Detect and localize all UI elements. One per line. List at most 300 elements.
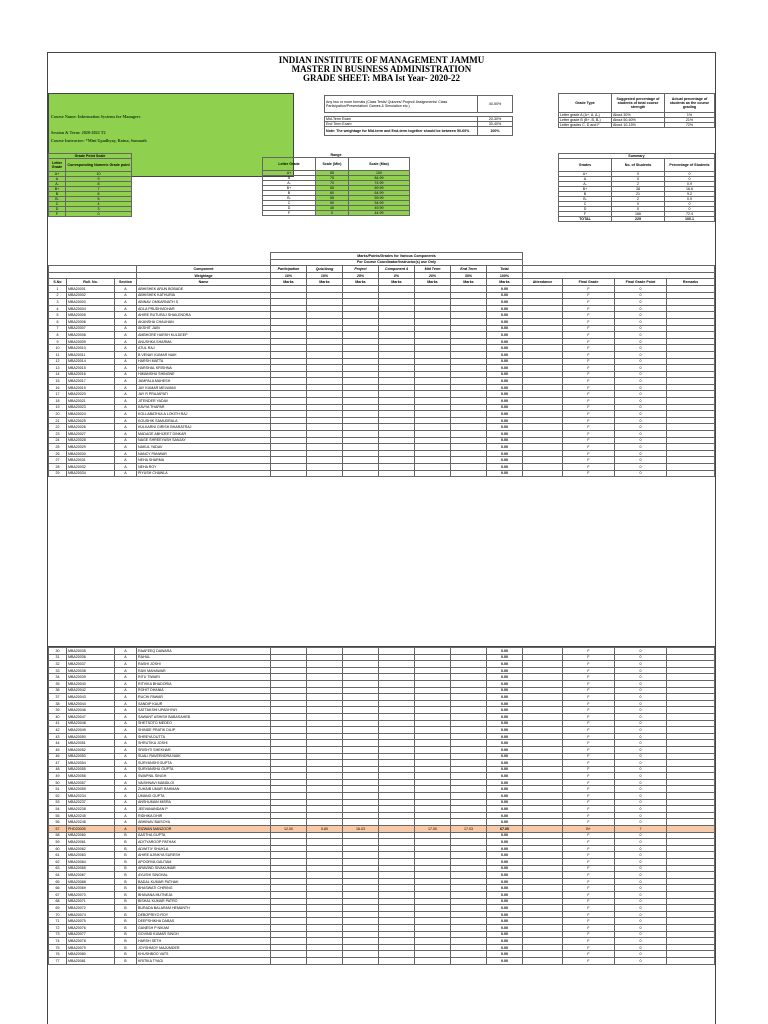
sno-cell: 3 (49, 299, 67, 306)
marks-cell (379, 292, 415, 299)
final-grade-cell: F (563, 351, 615, 358)
marks-cell (271, 444, 307, 451)
marks-cell (343, 292, 379, 299)
name-cell: JAY KUMAR MELWANI (137, 384, 271, 391)
remarks-cell (667, 806, 715, 813)
marks-cell (307, 371, 343, 378)
summary-pct-cell: 0 (665, 177, 715, 182)
marks-cell (307, 700, 343, 707)
marks-cell (307, 812, 343, 819)
grade-point-cell: 0 (615, 938, 667, 945)
weightage-end-pct: 30-40% (478, 122, 513, 127)
attendance-cell (523, 318, 563, 325)
marks-cell (415, 865, 451, 872)
component-name: Total (487, 266, 523, 273)
remarks-cell (667, 398, 715, 405)
marks-cell (343, 345, 379, 352)
name-cell: GANESH P NIKAM (137, 924, 271, 931)
marks-cell (451, 938, 487, 945)
marks-cell (379, 839, 415, 846)
name-cell: ANSHUMAN MISRA (137, 799, 271, 806)
total-cell: 0.00 (487, 819, 523, 826)
marks-cell (343, 859, 379, 866)
marks-cell (451, 799, 487, 806)
marks-cell (307, 786, 343, 793)
marks-cell (451, 727, 487, 734)
marks-cell (271, 872, 307, 879)
attendance-cell (523, 648, 563, 655)
table-row (49, 878, 715, 885)
marks-cell (451, 806, 487, 813)
marks-cell (415, 720, 451, 727)
marks-cell (451, 299, 487, 306)
final-grade-cell: F (563, 713, 615, 720)
name-cell: AKSHIT JAIN (137, 325, 271, 332)
roll-cell: MBA20075 (67, 918, 115, 925)
total-cell: 0.00 (487, 760, 523, 767)
marks-cell (271, 885, 307, 892)
section-cell: A (115, 760, 137, 767)
marks-cell (271, 292, 307, 299)
sno-cell: 56 (49, 819, 67, 826)
grade-point-cell: 0 (615, 411, 667, 418)
summary-pct-cell: 72.4 (665, 212, 715, 217)
marks-cell: 17.03 (451, 826, 487, 833)
remarks-cell (667, 707, 715, 714)
total-cell: 0.00 (487, 365, 523, 372)
grade-point-cell: 0 (615, 812, 667, 819)
program-title: MASTER IN BUSINESS ADMINISTRATION (291, 64, 472, 74)
grade-point-cell: 0 (615, 707, 667, 714)
total-cell: 0.00 (487, 852, 523, 859)
summary-grade-cell: A (559, 177, 612, 182)
component-name: Project (343, 266, 379, 273)
grade-point-cell: 0 (615, 457, 667, 464)
marks-cell (343, 819, 379, 826)
marks-cell (343, 918, 379, 925)
marks-cell (271, 852, 307, 859)
grade-point-cell: 0 (615, 464, 667, 471)
marks-cell (451, 285, 487, 292)
remarks-cell (667, 931, 715, 938)
table-row (49, 865, 715, 872)
name-cell: JAY R PRAJAPATI (137, 391, 271, 398)
section-cell: A (115, 727, 137, 734)
marks-cell (451, 680, 487, 687)
roll-cell: MBA20044 (67, 700, 115, 707)
attendance-cell (523, 806, 563, 813)
sno-cell: 15 (49, 378, 67, 385)
marks-cell (343, 944, 379, 951)
marks-cell (379, 431, 415, 438)
marks-cell (343, 845, 379, 852)
section-cell: A (115, 332, 137, 339)
marks-cell (379, 878, 415, 885)
marks-cell (271, 944, 307, 951)
marks-cell (271, 760, 307, 767)
remarks-cell (667, 338, 715, 345)
table-row (49, 859, 715, 866)
sno-cell: 38 (49, 700, 67, 707)
remarks-cell (667, 667, 715, 674)
sno-cell: 59 (49, 839, 67, 846)
marks-cell (379, 470, 415, 477)
marks-cell (415, 464, 451, 471)
roll-cell: MBA20054 (67, 760, 115, 767)
sno-cell: 6 (49, 318, 67, 325)
marks-cell (451, 878, 487, 885)
table-row (49, 839, 715, 846)
marks-cell (307, 859, 343, 866)
attendance-cell (523, 852, 563, 859)
component-label: Component (137, 266, 271, 273)
attendance-cell (523, 832, 563, 839)
component-weight: 10% (307, 272, 343, 279)
total-cell: 0.00 (487, 384, 523, 391)
roll-cell: MBA20002 (67, 292, 115, 299)
marks-cell (271, 305, 307, 312)
range-letter-cell: A- (263, 181, 316, 186)
marks-cell (379, 786, 415, 793)
sno-cell: 39 (49, 707, 67, 714)
grade-point-scale-title: Grade Point Scale (49, 154, 132, 159)
remarks-cell (667, 891, 715, 898)
sno-cell: 67 (49, 891, 67, 898)
table-row (559, 217, 715, 222)
section-cell: A (115, 325, 137, 332)
grade-point-cell: 0 (615, 819, 667, 826)
section-cell: A (115, 713, 137, 720)
name-cell: RIZWAN MANZOOR (137, 826, 271, 833)
attendance-cell (523, 325, 563, 332)
marks-cell (379, 806, 415, 813)
table-header-row (49, 279, 715, 286)
marks-cell (379, 944, 415, 951)
attendance-cell (523, 707, 563, 714)
grade-point-cell: 6 (66, 192, 132, 197)
attendance-cell (523, 733, 563, 740)
grade-point-cell: 0 (615, 312, 667, 319)
sno-cell: 70 (49, 911, 67, 918)
grade-point-cell: 0 (615, 654, 667, 661)
roll-cell: MBA20026 (67, 424, 115, 431)
table-row (49, 924, 715, 931)
name-cell: ADWITIY SHUKLA (137, 845, 271, 852)
marks-cell (451, 944, 487, 951)
marks-cell (415, 318, 451, 325)
remarks-cell (667, 905, 715, 912)
marks-cell (343, 694, 379, 701)
final-grade-cell: F (563, 332, 615, 339)
range-max-cell: 59.99 (349, 196, 410, 201)
table-row (49, 345, 715, 352)
marks-cell (415, 654, 451, 661)
name-cell: SHRUTIKA JOSHI (137, 740, 271, 747)
name-cell: NEHA SHARMA (137, 457, 271, 464)
range-letter-cell: D (263, 206, 316, 211)
marks-cell (379, 859, 415, 866)
marks-cell (451, 859, 487, 866)
table-row (49, 872, 715, 879)
range-min-cell: 60 (316, 191, 349, 196)
range-letter-cell: F (263, 211, 316, 216)
summary-pct-cell: 9.2 (665, 192, 715, 197)
final-grade-cell: F (563, 786, 615, 793)
remarks-cell (667, 305, 715, 312)
attendance-cell (523, 826, 563, 833)
sno-cell: 43 (49, 733, 67, 740)
marks-cell (307, 398, 343, 405)
marks-cell (343, 661, 379, 668)
marks-cell (415, 292, 451, 299)
marks-cell (343, 687, 379, 694)
marks-cell (307, 292, 343, 299)
total-cell: 0.00 (487, 358, 523, 365)
grade-point-cell: 0 (615, 799, 667, 806)
final-grade-cell: F (563, 661, 615, 668)
table-row (49, 845, 715, 852)
summary-pct-cell: 0 (665, 202, 715, 207)
marks-cell (451, 707, 487, 714)
attendance-cell (523, 924, 563, 931)
sno-cell: 52 (49, 793, 67, 800)
component-weight: 10% (271, 272, 307, 279)
roll-cell: MBA20034 (67, 470, 115, 477)
table-row (49, 661, 715, 668)
attendance-cell (523, 450, 563, 457)
sno-cell: 7 (49, 325, 67, 332)
marks-cell (343, 391, 379, 398)
course-instructor: Course Instructor: *Mini Upadhyay, Ratna, Somnath (51, 138, 147, 143)
letter-grade-cell: D (49, 207, 66, 212)
name-cell: DEBOPRIYO ROY (137, 911, 271, 918)
weightage-mid-pct: 20-30% (478, 117, 513, 122)
section-cell: A (115, 398, 137, 405)
summary-count-cell: 0 (612, 177, 665, 182)
marks-cell (343, 365, 379, 372)
grade-point-cell: 0 (615, 470, 667, 477)
weightage-total-pct: 100% (478, 127, 513, 136)
total-cell: 0.00 (487, 299, 523, 306)
table-row (49, 654, 715, 661)
name-cell: HARSH SETH (137, 938, 271, 945)
total-cell: 0.00 (487, 872, 523, 879)
remarks-cell (667, 680, 715, 687)
marks-cell (415, 938, 451, 945)
name-cell: ZUHAIB UMAR RAHMAN (137, 786, 271, 793)
roll-cell: MBA20036 (67, 654, 115, 661)
marks-cell (451, 391, 487, 398)
marks-cell (415, 674, 451, 681)
grade-point-cell: 0 (615, 404, 667, 411)
grade-point-cell: 0 (615, 358, 667, 365)
table-row (49, 325, 715, 332)
roll-cell: MBA20060 (67, 832, 115, 839)
marks-cell (415, 753, 451, 760)
marks-cell (307, 457, 343, 464)
final-grade-cell: F (563, 806, 615, 813)
marks-cell (451, 760, 487, 767)
marks-cell (307, 845, 343, 852)
marks-cell (271, 779, 307, 786)
marks-cell (415, 832, 451, 839)
sno-cell: 25 (49, 444, 67, 451)
remarks-cell (667, 345, 715, 352)
roll-cell: MBA20006 (67, 318, 115, 325)
roll-cell: MBA20047 (67, 713, 115, 720)
marks-cell (307, 852, 343, 859)
name-cell: HARSH MATTA (137, 358, 271, 365)
marks-cell (415, 411, 451, 418)
remarks-cell (667, 404, 715, 411)
marks-cell (307, 680, 343, 687)
marks-cell (451, 417, 487, 424)
grade-point-cell: 0 (615, 905, 667, 912)
marks-cell (307, 285, 343, 292)
attendance-cell (523, 338, 563, 345)
name-cell: SURYANSHI GUPTA (137, 760, 271, 767)
grade-point-cell: 0 (615, 746, 667, 753)
marks-cell (451, 674, 487, 681)
marks-cell (343, 727, 379, 734)
table-row (49, 733, 715, 740)
attendance-cell (523, 786, 563, 793)
sno-cell: 34 (49, 674, 67, 681)
attendance-cell (523, 457, 563, 464)
name-cell: SWAPNIL SINGH (137, 773, 271, 780)
marks-cell (415, 661, 451, 668)
range-max-cell: 54.99 (349, 201, 410, 206)
grade-type-header: Grade Type (559, 94, 612, 113)
marks-cell (307, 351, 343, 358)
roll-cell: MBA20078 (67, 938, 115, 945)
table-row (49, 694, 715, 701)
marks-cell (307, 318, 343, 325)
final-grade-cell: F (563, 938, 615, 945)
grade-point-cell: 0 (66, 212, 132, 217)
marks-cell (307, 924, 343, 931)
marks-cell: 16.03 (343, 826, 379, 833)
table-row (49, 332, 715, 339)
actual-cell: 72% (665, 123, 715, 128)
attendance-cell (523, 766, 563, 773)
summary-pct-cell: 16.6 (665, 187, 715, 192)
marks-table-top (48, 252, 715, 477)
section-cell: B (115, 832, 137, 839)
marks-cell (379, 746, 415, 753)
marks-cell (415, 878, 451, 885)
name-cell: ABHINAV BAISOYA (137, 819, 271, 826)
name-cell: AMBHORE HARSH KULDEEP (137, 332, 271, 339)
marks-cell (307, 654, 343, 661)
grade-point-cell: 0 (615, 674, 667, 681)
marks-cell (307, 358, 343, 365)
total-cell: 0.00 (487, 746, 523, 753)
marks-cell (379, 338, 415, 345)
marks-cell (307, 779, 343, 786)
summary-pct-cell: 0 (665, 172, 715, 177)
name-cell: RAAFEEQ DAWARA (137, 648, 271, 655)
remarks-cell (667, 740, 715, 747)
final-grade-cell: F (563, 318, 615, 325)
column-header: Marks (343, 279, 379, 286)
roll-cell: MBA20079 (67, 944, 115, 951)
sno-cell: 4 (49, 305, 67, 312)
total-cell: 0.00 (487, 694, 523, 701)
sno-cell: 63 (49, 865, 67, 872)
marks-cell (343, 444, 379, 451)
attendance-cell (523, 292, 563, 299)
component-weight: 100% (487, 272, 523, 279)
grade-point-cell: 0 (615, 444, 667, 451)
marks-cell (343, 931, 379, 938)
table-row (49, 938, 715, 945)
marks-cell (451, 457, 487, 464)
range-min-header: Scale (Min) (316, 158, 349, 171)
remarks-cell (667, 773, 715, 780)
marks-cell (343, 799, 379, 806)
marks-cell (343, 865, 379, 872)
sno-cell: 76 (49, 951, 67, 958)
marks-cell (343, 371, 379, 378)
grade-point-cell: 0 (615, 680, 667, 687)
marks-cell (451, 740, 487, 747)
total-cell: 0.00 (487, 437, 523, 444)
column-header: Section (115, 279, 137, 286)
grade-sheet-bottom-section (47, 646, 716, 1024)
remarks-cell (667, 845, 715, 852)
marks-cell (343, 779, 379, 786)
sno-cell: 31 (49, 654, 67, 661)
sno-cell: 74 (49, 938, 67, 945)
marks-cell (343, 773, 379, 780)
attendance-cell (523, 760, 563, 767)
sno-cell: 8 (49, 332, 67, 339)
summary-pct-cell: 0 (665, 207, 715, 212)
marks-cell (307, 648, 343, 655)
marks-cell (271, 694, 307, 701)
section-cell: A (115, 753, 137, 760)
marks-cell (415, 648, 451, 655)
table-row (263, 211, 410, 216)
total-cell: 0.00 (487, 285, 523, 292)
section-cell: B (115, 872, 137, 879)
section-cell: A (115, 700, 137, 707)
table-row (49, 951, 715, 958)
roll-cell: MBA20237 (67, 799, 115, 806)
attendance-cell (523, 351, 563, 358)
roll-cell: MBA20050 (67, 733, 115, 740)
grade-point-cell: 0 (615, 351, 667, 358)
final-grade-cell: F (563, 437, 615, 444)
name-cell: NANCY PANWAR (137, 450, 271, 457)
remarks-cell (667, 332, 715, 339)
sno-cell: 50 (49, 779, 67, 786)
final-grade-cell: F (563, 398, 615, 405)
final-grade-cell: F (563, 667, 615, 674)
marks-cell (415, 779, 451, 786)
table-row (49, 437, 715, 444)
remarks-cell (667, 694, 715, 701)
total-cell: 0.00 (487, 345, 523, 352)
total-cell: 0.00 (487, 753, 523, 760)
marks-cell (271, 865, 307, 872)
final-grade-cell: F (563, 654, 615, 661)
final-grade-cell: F (563, 700, 615, 707)
marks-cell (415, 457, 451, 464)
total-cell: 0.00 (487, 325, 523, 332)
summary-grade-cell: F (559, 212, 612, 217)
